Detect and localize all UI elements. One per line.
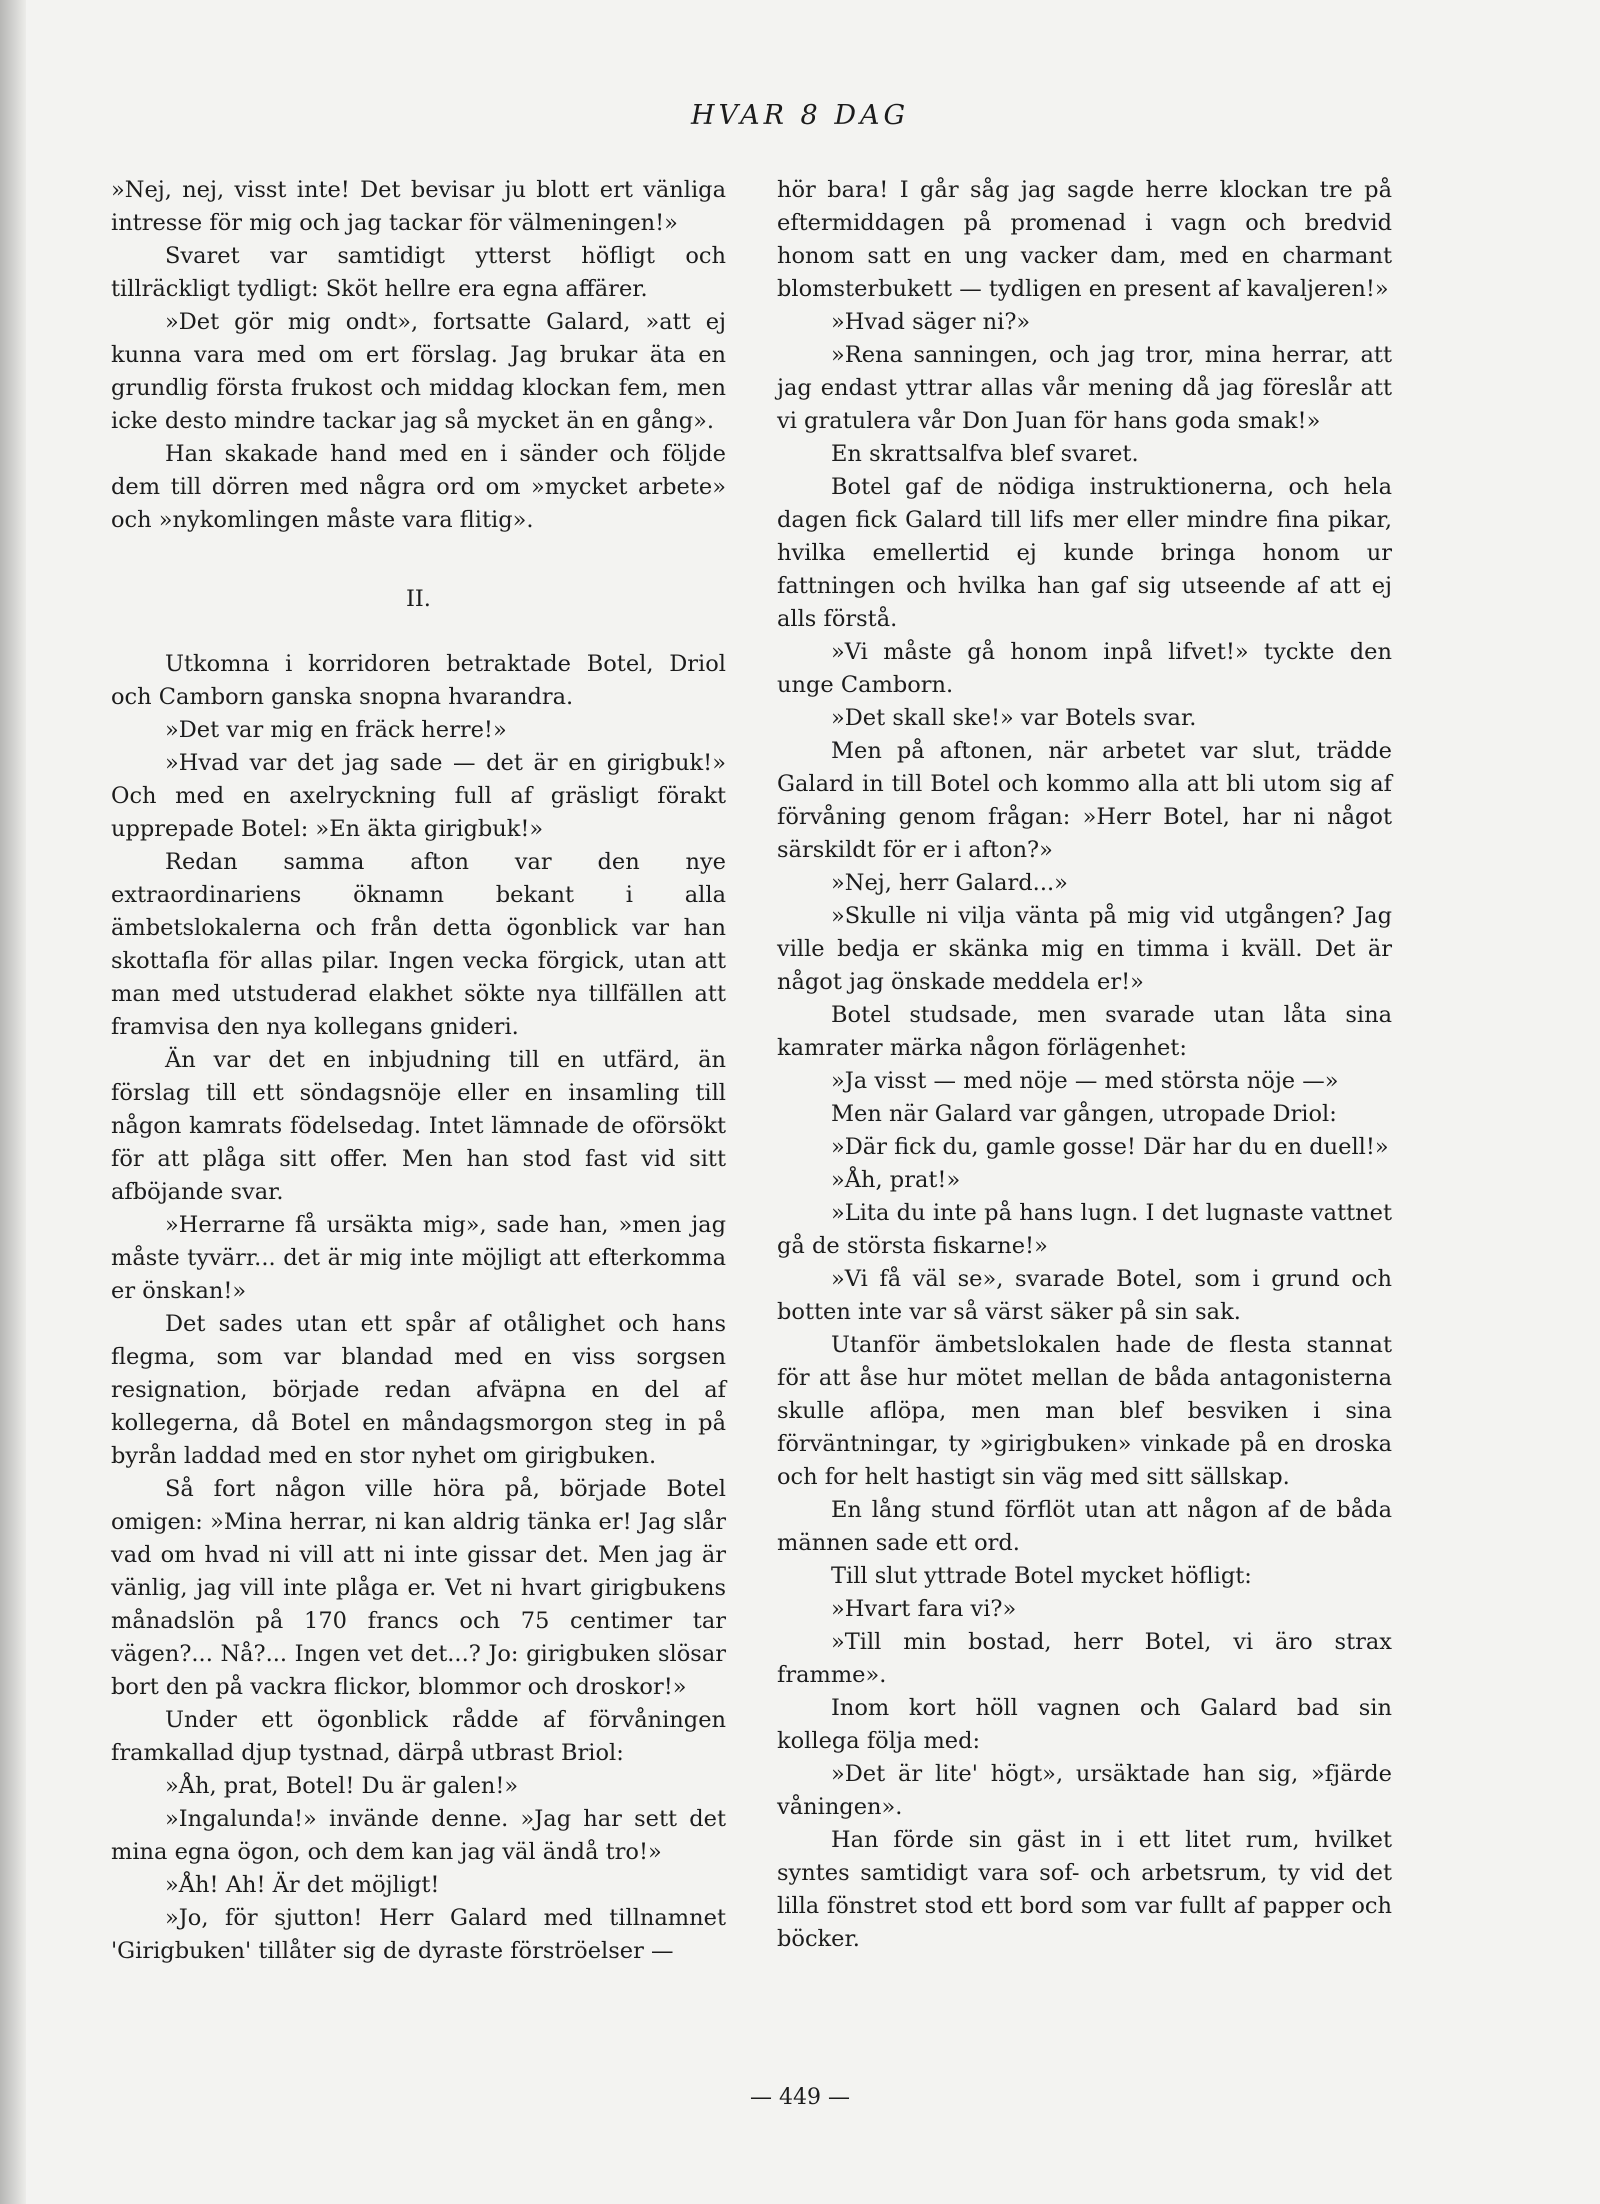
paragraph: Men på aftonen, när arbetet var slut, trädde Galard in till Botel och kommo alla att bli utom sig af förvåning genom frågan: »Herr Botel, har ni något särskildt för er i afton?» [777, 738, 1392, 863]
paragraph: Men när Galard var gången, utropade Driol: [831, 1101, 1337, 1127]
paragraph: En skrattsalfva blef svaret. [831, 441, 1139, 467]
page-number: — 449 — [750, 2085, 850, 2110]
right-text-column [777, 174, 1392, 1956]
paragraph: »Det skall ske!» var Botels svar. [831, 705, 1197, 731]
paragraph: »Herrarne få ursäkta mig», sade han, »men jag måste tyvärr... det är mig inte möjligt att efterkomma er önskan!» [111, 1212, 726, 1304]
page-binding-shadow [0, 0, 26, 2204]
paragraph: »Till min bostad, herr Botel, vi äro strax framme». [777, 1629, 1392, 1688]
paragraph: Så fort någon ville höra på, började Botel omigen: »Mina herrar, ni kan aldrig tänka er! Jag slår vad om hvad ni vill att ni inte gissar det. Men jag är vänlig, jag vill inte plåga er. Vet ni hvart girigbukens månadslön på 170 francs och 75 centimer tar vägen?... Nå?... Ingen vet det...? Jo: girigbuken slösar bort den på vackra flickor, blommor och droskor!» [111, 1476, 726, 1700]
paragraph: Till slut yttrade Botel mycket höfligt: [831, 1563, 1252, 1589]
paragraph: Utkomna i korridoren betraktade Botel, Driol och Camborn ganska snopna hvarandra. [111, 651, 726, 710]
paragraph: Han förde sin gäst in i ett litet rum, hvilket syntes samtidigt vara sof- och arbetsrum, ty vid det lilla fönstret stod ett bord som var fullt af papper och böcker. [777, 1827, 1392, 1952]
paragraph: Utanför ämbetslokalen hade de flesta stannat för att åse hur mötet mellan de båda antagonisterna skulle aflöpa, men man blef besviken i sina förväntningar, ty »girigbuken» vinkade på en droska och for helt hastigt sin väg med sitt sällskap. [777, 1332, 1392, 1490]
paragraph: »Där fick du, gamle gosse! Där har du en duell!» [831, 1134, 1389, 1160]
paragraph: »Det gör mig ondt», fortsatte Galard, »att ej kunna vara med om ert förslag. Jag brukar äta en grundlig första frukost och middag klockan fem, men icke desto mindre tackar jag så mycket än en gång». [111, 309, 726, 434]
paragraph: Inom kort höll vagnen och Galard bad sin kollega följa med: [777, 1695, 1392, 1754]
paragraph: Det sades utan ett spår af otålighet och hans flegma, som var blandad med en viss sorgsen resignation, började redan afväpna en del af kollegerna, då Botel en måndagsmorgon steg in på byrån laddad med en stor nyhet om girigbuken. [111, 1311, 726, 1469]
paragraph: Redan samma afton var den nye extraordinariens öknamn bekant i alla ämbetslokalerna och från detta ögonblick var han skottafla för allas pilar. Ingen vecka förgick, utan att man med utstuderad elakhet sökte nya tillfällen att framvisa den nya kollegans gnideri. [111, 849, 726, 1040]
paragraph: »Ja visst — med nöje — med största nöje —» [831, 1068, 1339, 1094]
paragraph: En lång stund förflöt utan att någon af de båda männen sade ett ord. [777, 1497, 1392, 1556]
paragraph: »Åh, prat, Botel! Du är galen!» [165, 1773, 519, 1799]
paragraph: »Åh! Ah! Är det möjligt! [165, 1872, 440, 1898]
left-text-column [111, 174, 726, 1968]
paragraph: hör bara! I går såg jag sagde herre klockan tre på eftermiddagen på promenad i vagn och bredvid honom satt en ung vacker dam, med en charmant blomsterbukett — tydligen en present af kavaljeren!» [777, 177, 1392, 302]
paragraph: »Åh, prat!» [831, 1167, 961, 1193]
paragraph: Svaret var samtidigt ytterst höfligt och tillräckligt tydligt: Sköt hellre era egna affärer. [111, 243, 726, 302]
paragraph: »Rena sanningen, och jag tror, mina herrar, att jag endast yttrar allas vår mening då jag föreslår att vi gratulera vår Don Juan för hans goda smak!» [777, 342, 1392, 434]
paragraph: Under ett ögonblick rådde af förvåningen framkallad djup tystnad, därpå utbrast Briol: [111, 1707, 726, 1766]
paragraph: »Hvart fara vi?» [831, 1596, 1017, 1622]
paragraph: Botel studsade, men svarade utan låta sina kamrater märka någon förlägenhet: [777, 1002, 1392, 1061]
paragraph: »Det var mig en fräck herre!» [165, 717, 507, 743]
running-title: HVAR 8 DAG [690, 100, 910, 131]
paragraph: Botel gaf de nödiga instruktionerna, och hela dagen fick Galard till lifs mer eller mindre fina pikar, hvilka emellertid ej kunde bringa honom ur fattningen och hvilka han gaf sig utseende af att ej alls förstå. [777, 474, 1392, 632]
paragraph: »Vi få väl se», svarade Botel, som i grund och botten inte var så värst säker på sin sak. [777, 1266, 1392, 1325]
paragraph: »Vi måste gå honom inpå lifvet!» tyckte den unge Camborn. [777, 639, 1392, 698]
paragraph: Han skakade hand med en i sänder och följde dem till dörren med några ord om »mycket arbete» och »nykomlingen måste vara flitig». [111, 441, 726, 533]
paragraph: »Hvad säger ni?» [831, 309, 1031, 335]
section-heading: II. [406, 586, 431, 612]
paragraph: »Jo, för sjutton! Herr Galard med tillnamnet 'Girigbuken' tillåter sig de dyraste förströelser — [111, 1905, 726, 1964]
paragraph: »Hvad var det jag sade — det är en girigbuk!» Och med en axelryckning full af gräsligt förakt upprepade Botel: »En äkta girigbuk!» [111, 750, 726, 842]
paragraph: »Nej, nej, visst inte! Det bevisar ju blott ert vänliga intresse för mig och jag tackar för välmeningen!» [111, 177, 726, 236]
paragraph: »Lita du inte på hans lugn. I det lugnaste vattnet gå de största fiskarne!» [777, 1200, 1392, 1259]
paragraph: »Det är lite' högt», ursäktade han sig, »fjärde våningen». [777, 1761, 1392, 1820]
paragraph: »Ingalunda!» invände denne. »Jag har sett det mina egna ögon, och dem kan jag väl ändå tro!» [111, 1806, 726, 1865]
paragraph: Än var det en inbjudning till en utfärd, än förslag till ett söndagsnöje eller en insamling till någon kamrats födelsedag. Intet lämnade de oförsökt för att plåga sitt offer. Men han stod fast vid sitt afböjande svar. [111, 1047, 726, 1205]
paragraph: »Skulle ni vilja vänta på mig vid utgången? Jag ville bedja er skänka mig en timma i kväll. Det är något jag önskade meddela er!» [777, 903, 1392, 995]
paragraph: »Nej, herr Galard...» [831, 870, 1068, 896]
